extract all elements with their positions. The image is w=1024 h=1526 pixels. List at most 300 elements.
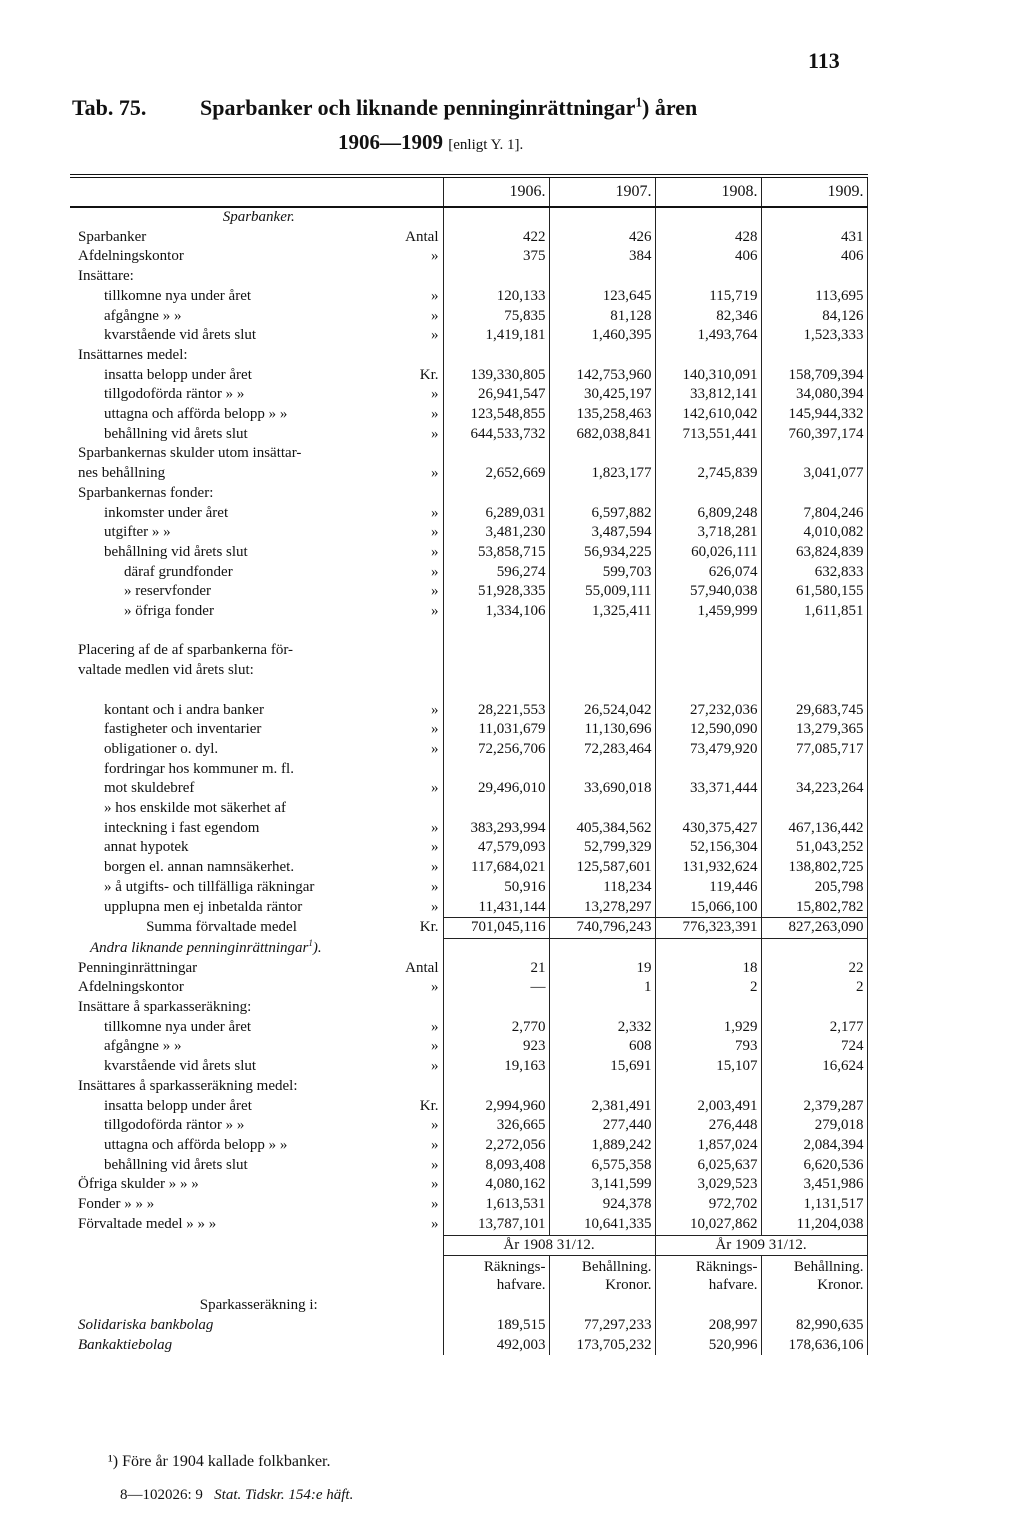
page-number: 113 [808,48,840,73]
section2-title: Andra liknande penninginrättningar [90,939,309,956]
spacer [70,1256,368,1297]
row-unit [368,998,443,1018]
row-label: Sparbankernas fonder: [78,484,214,501]
table-row [70,898,867,918]
table-row [70,1077,867,1097]
value-cell [655,661,761,681]
print-source: Stat. Tidskr. 154:e häft. [214,1487,354,1503]
table-row [70,1175,867,1195]
value-cell [549,346,655,366]
row-label: Penninginrättningar [78,959,198,976]
value-cell: 2,994,960 [443,1097,549,1117]
table-row [70,838,867,858]
row-unit: » [431,425,439,442]
row-label: mot skuldebref [104,780,195,797]
row-unit: Antal [405,959,439,976]
value-cell: 34,080,394 [761,385,867,405]
title-suffix: ) åren [642,95,698,120]
year-header: 1907. [549,176,655,207]
value-cell: 22 [761,959,867,979]
summa-value: 740,796,243 [549,918,655,939]
sub-header: Behållning. Kronor. [761,1256,867,1297]
row-label: afgångne » » [104,307,182,324]
table-row [70,425,867,445]
value-cell: 13,787,101 [443,1215,549,1235]
value-cell: 608 [549,1037,655,1057]
row-label [70,622,368,642]
row-unit: » [431,563,439,580]
bottom-row [70,1336,867,1356]
row-unit: » [431,721,439,738]
row-label: Insättarnes medel: [78,346,188,363]
spacer [368,1235,443,1256]
value-cell: 383,293,994 [443,819,549,839]
value-cell: 467,136,442 [761,819,867,839]
row-label: tillkomne nya under året [104,1018,252,1035]
value-cell [761,681,867,701]
value-cell: 125,587,601 [549,858,655,878]
empty-cell [549,938,655,958]
row-unit: » [431,1058,439,1075]
bottom-row [70,1316,867,1336]
value-cell: 4,010,082 [761,523,867,543]
value-cell [443,760,549,780]
table-row [70,464,867,484]
value-cell: 1,613,531 [443,1195,549,1215]
value-cell: 47,579,093 [443,838,549,858]
value-cell: 277,440 [549,1116,655,1136]
value-cell: 405,384,562 [549,819,655,839]
value-cell: 33,812,141 [655,385,761,405]
table-row [70,878,867,898]
row-unit [368,484,443,504]
row-unit: » [431,1196,439,1213]
value-cell: 1,523,333 [761,326,867,346]
value-cell: 19,163 [443,1057,549,1077]
value-cell: 72,256,706 [443,740,549,760]
row-label: Insättare å sparkasseräkning: [78,999,252,1016]
bottom-heading: Sparkasseräkning i: [199,1297,318,1314]
value-cell: 73,479,920 [655,740,761,760]
row-label: Sparbankernas skulder utom insättar- [78,445,302,462]
value-cell: 682,038,841 [549,425,655,445]
value-cell: 1,929 [655,1018,761,1038]
value-cell: 8,093,408 [443,1156,549,1176]
value-cell [655,681,761,701]
row-label: Insättare: [78,268,134,285]
value-cell [549,998,655,1018]
row-unit: » [431,248,439,265]
bottom-value: 178,636,106 [761,1336,867,1356]
empty-cell [443,207,549,228]
value-cell: 142,753,960 [549,366,655,386]
row-unit [368,267,443,287]
row-unit: » [431,701,439,718]
value-cell: 140,310,091 [655,366,761,386]
value-cell [761,661,867,681]
value-cell: 3,487,594 [549,523,655,543]
value-cell: 276,448 [655,1116,761,1136]
value-cell: 205,798 [761,878,867,898]
value-cell: 3,141,599 [549,1175,655,1195]
bottom-row-label: Solidariska bankbolag [78,1316,214,1333]
value-cell: 113,695 [761,287,867,307]
row-label [70,681,368,701]
table-row [70,228,867,248]
table-row [70,523,867,543]
row-label: Afdelningskontor [78,979,184,996]
row-unit [368,622,443,642]
bottom-value: 520,996 [655,1336,761,1356]
bottom-value: 77,297,233 [549,1316,655,1336]
value-cell: 1 [549,978,655,998]
row-unit: » [431,524,439,541]
value-cell: 1,419,181 [443,326,549,346]
value-cell: 2,177 [761,1018,867,1038]
value-cell: 2 [655,978,761,998]
value-cell [443,444,549,464]
value-cell [549,681,655,701]
value-cell: 626,074 [655,563,761,583]
value-cell: 82,346 [655,307,761,327]
value-cell: 19 [549,959,655,979]
value-cell: 63,824,839 [761,543,867,563]
value-cell: 11,431,144 [443,898,549,918]
row-label: insatta belopp under året [104,1097,252,1114]
value-cell: 1,459,999 [655,602,761,622]
row-unit: » [431,1018,439,1035]
row-unit [368,760,443,780]
row-unit: » [431,780,439,797]
value-cell [655,641,761,661]
section-heading: Sparbanker. [70,207,443,228]
value-cell: 84,126 [761,307,867,327]
value-cell: 596,274 [443,563,549,583]
year-1908-header: År 1908 31/12. [443,1235,655,1256]
value-cell: 384 [549,247,655,267]
value-cell: 26,941,547 [443,385,549,405]
bottom-value: 82,990,635 [761,1316,867,1336]
row-unit [368,681,443,701]
value-cell [443,267,549,287]
value-cell: 115,719 [655,287,761,307]
row-unit: » [431,307,439,324]
value-cell [549,1077,655,1097]
row-label: Förvaltade medel » » » [78,1216,217,1233]
value-cell: 12,590,090 [655,720,761,740]
table-row [70,1018,867,1038]
value-cell: 26,524,042 [549,701,655,721]
row-label: tillgodoförda räntor » » [104,1117,245,1134]
table-row [70,307,867,327]
empty-cell [549,1296,655,1316]
row-label: utgifter » » [104,524,171,541]
value-cell: 72,283,464 [549,740,655,760]
table-row [70,504,867,524]
value-cell [761,760,867,780]
row-label: valtade medlen vid årets slut: [78,662,254,679]
value-cell: 158,709,394 [761,366,867,386]
bottom-value: 173,705,232 [549,1336,655,1356]
value-cell: 6,620,536 [761,1156,867,1176]
value-cell: 2,003,491 [655,1097,761,1117]
value-cell [549,661,655,681]
value-cell: 1,460,395 [549,326,655,346]
value-cell: 1,857,024 [655,1136,761,1156]
value-cell [761,799,867,819]
table-row [70,1156,867,1176]
section2-heading-row [70,938,867,958]
bottom-subheader-row [70,1256,867,1297]
table-row [70,1057,867,1077]
value-cell: 430,375,427 [655,819,761,839]
value-cell: 326,665 [443,1116,549,1136]
year-header: 1909. [761,176,867,207]
header-unit [368,176,443,207]
table-row [70,405,867,425]
table-row [70,484,867,504]
header-spacer [70,176,368,207]
value-cell: 713,551,441 [655,425,761,445]
value-cell: 6,025,637 [655,1156,761,1176]
value-cell: 3,041,077 [761,464,867,484]
value-cell: 28,221,553 [443,701,549,721]
empty-cell [655,207,761,228]
value-cell: 7,804,246 [761,504,867,524]
value-cell [761,998,867,1018]
row-label: afgångne » » [104,1038,182,1055]
value-cell: 120,133 [443,287,549,307]
row-unit [368,346,443,366]
row-unit: » [431,878,439,895]
row-unit: » [431,1137,439,1153]
value-cell [443,799,549,819]
value-cell: 118,234 [549,878,655,898]
summa-label: Summa förvaltade medel [146,919,297,936]
table-row [70,602,867,622]
row-unit: » [431,1216,439,1233]
summa-value: 827,263,090 [761,918,867,939]
bottom-value: 208,997 [655,1316,761,1336]
value-cell: 75,835 [443,307,549,327]
value-cell [655,622,761,642]
value-cell [443,622,549,642]
table-row [70,819,867,839]
value-cell [655,1077,761,1097]
value-cell: 10,641,335 [549,1215,655,1235]
empty-cell [655,938,761,958]
value-cell: 972,702 [655,1195,761,1215]
value-cell [549,444,655,464]
value-cell: 6,809,248 [655,504,761,524]
row-unit: » [431,979,439,996]
source-note: [enligt Y. 1]. [448,137,524,153]
bottom-value: 189,515 [443,1316,549,1336]
table-row [70,779,867,799]
table-row [70,247,867,267]
row-unit: Kr. [419,366,439,383]
value-cell: 29,496,010 [443,779,549,799]
row-unit: » [431,504,439,521]
table-row [70,444,867,464]
table-row [70,1116,867,1136]
row-unit: » [431,859,439,876]
row-label: upplupna men ej inbetalda räntor [104,898,303,915]
empty-cell [549,207,655,228]
row-unit [368,641,443,661]
value-cell [655,444,761,464]
value-cell: 3,029,523 [655,1175,761,1195]
row-unit [368,661,443,681]
value-cell: 138,802,725 [761,858,867,878]
value-cell [655,760,761,780]
value-cell: 1,493,764 [655,326,761,346]
value-cell [549,484,655,504]
title-years [338,130,523,155]
year-header: 1908. [655,176,761,207]
value-cell [443,346,549,366]
empty-cell [761,1296,867,1316]
page-title [200,95,697,121]
value-cell: 53,858,715 [443,543,549,563]
value-cell: 6,289,031 [443,504,549,524]
empty-cell [655,1296,761,1316]
value-cell [443,484,549,504]
value-cell: 599,703 [549,563,655,583]
empty-cell [443,1296,549,1316]
value-cell [443,998,549,1018]
value-cell: 3,718,281 [655,523,761,543]
row-label: tillkomne nya under året [104,287,252,304]
value-cell [761,267,867,287]
table-row [70,701,867,721]
value-cell: 119,446 [655,878,761,898]
value-cell: 15,691 [549,1057,655,1077]
value-cell: 13,279,365 [761,720,867,740]
value-cell [761,346,867,366]
value-cell: 4,080,162 [443,1175,549,1195]
row-unit: » [431,465,439,482]
value-cell: 923 [443,1037,549,1057]
row-label: insatta belopp under året [104,366,252,383]
value-cell: 6,597,882 [549,504,655,524]
section-heading-row [70,207,867,228]
value-cell: 406 [761,247,867,267]
value-cell [443,661,549,681]
header-row [70,176,867,207]
sub-header: Räknings-hafvare. [655,1256,761,1297]
value-cell: 632,833 [761,563,867,583]
value-cell [761,484,867,504]
table-row [70,366,867,386]
value-cell: 81,128 [549,307,655,327]
row-label: obligationer o. dyl. [104,740,219,757]
table-row [70,563,867,583]
row-unit: » [431,406,439,423]
value-cell: 29,683,745 [761,701,867,721]
value-cell: 1,823,177 [549,464,655,484]
value-cell: 1,325,411 [549,602,655,622]
value-cell: 1,334,106 [443,602,549,622]
value-cell [443,681,549,701]
row-unit: » [431,603,439,620]
value-cell: 55,009,111 [549,582,655,602]
value-cell [655,998,761,1018]
table-row [70,661,867,681]
table-row [70,267,867,287]
value-cell: 51,043,252 [761,838,867,858]
title-main: Sparbanker och liknande penninginrättningar [200,95,636,120]
summa-value: 776,323,391 [655,918,761,939]
row-label: uttagna och afförda belopp » » [104,1137,288,1153]
row-unit [368,799,443,819]
value-cell: 15,802,782 [761,898,867,918]
row-label: behållning vid årets slut [104,425,248,442]
value-cell: 33,690,018 [549,779,655,799]
value-cell: 11,031,679 [443,720,549,740]
row-label: kontant och i andra banker [104,701,264,718]
row-label: kvarstående vid årets slut [104,327,257,344]
value-cell: 2,381,491 [549,1097,655,1117]
value-cell [549,760,655,780]
table-row [70,1037,867,1057]
row-unit: » [431,287,439,304]
row-unit: » [431,386,439,403]
row-label: » öfriga fonder [124,603,214,620]
value-cell: 426 [549,228,655,248]
value-cell: — [443,978,549,998]
table-label: Tab. 75. [72,95,147,120]
table-row [70,799,867,819]
value-cell: 18 [655,959,761,979]
value-cell: 11,204,038 [761,1215,867,1235]
table-row [70,1215,867,1235]
row-unit: » [431,327,439,344]
value-cell [443,1077,549,1097]
row-label: fordringar hos kommuner m. fl. [104,760,294,777]
row-unit: » [431,1156,439,1173]
bottom-year-row [70,1235,867,1256]
row-label: uttagna och afförda belopp » » [104,406,288,423]
section2-note-ref: 1 [308,938,313,948]
value-cell: 135,258,463 [549,405,655,425]
value-cell: 52,799,329 [549,838,655,858]
value-cell [549,622,655,642]
value-cell [761,1077,867,1097]
empty-cell [761,938,867,958]
value-cell: 57,940,038 [655,582,761,602]
table-row [70,385,867,405]
row-unit: » [431,583,439,600]
value-cell: 644,533,732 [443,425,549,445]
value-cell: 431 [761,228,867,248]
sub-header: Räknings-hafvare. [443,1256,549,1297]
value-cell: 793 [655,1037,761,1057]
value-cell: 2,084,394 [761,1136,867,1156]
value-cell: 123,548,855 [443,405,549,425]
value-cell: 27,232,036 [655,701,761,721]
value-cell: 139,330,805 [443,366,549,386]
row-unit: » [431,819,439,836]
value-cell: 428 [655,228,761,248]
value-cell: 30,425,197 [549,385,655,405]
summa-unit: Kr. [419,919,439,936]
row-label: inkomster under året [104,504,229,521]
table-row [70,978,867,998]
value-cell [761,622,867,642]
spacer [70,1235,368,1256]
table-row [70,287,867,307]
